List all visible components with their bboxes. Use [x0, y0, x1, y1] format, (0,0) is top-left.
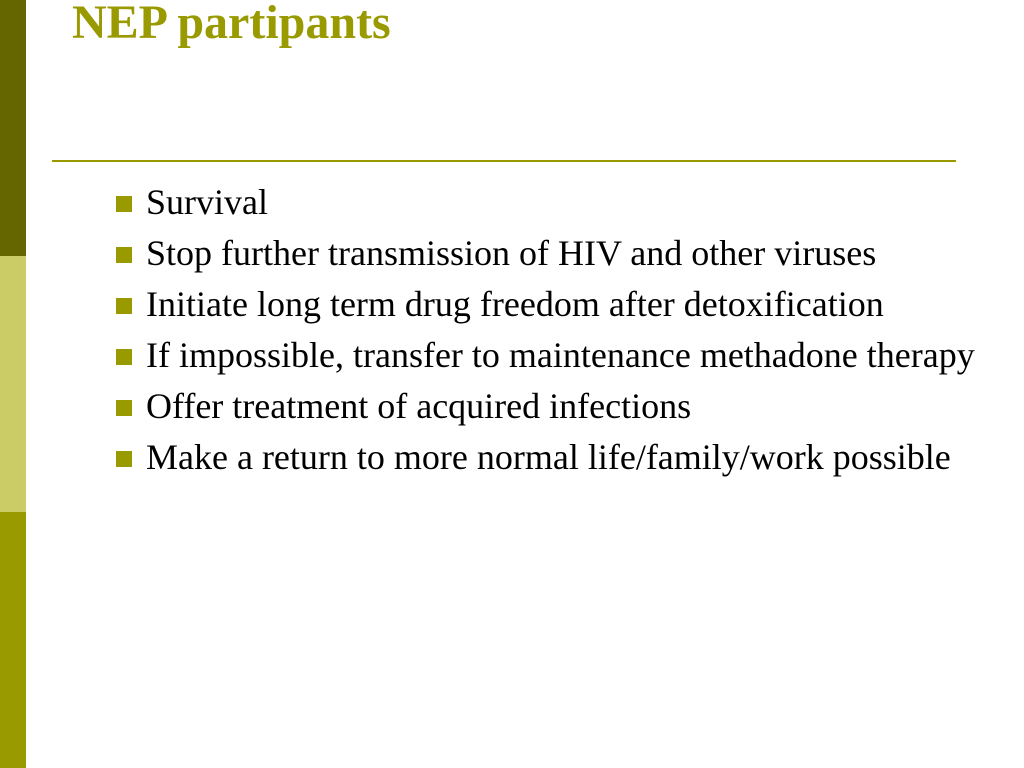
list-item [116, 181, 1006, 224]
slide-title: NEP partipants [72, 0, 391, 49]
list-item-text: Make a return to more normal life/family/work possible [146, 437, 951, 477]
sidebar-band-dark [0, 0, 26, 256]
square-bullet-icon [116, 298, 132, 314]
list-item [116, 385, 1006, 428]
square-bullet-icon [116, 349, 132, 365]
list-item-text: Initiate long term drug freedom after detoxification [146, 284, 884, 324]
square-bullet-icon [116, 400, 132, 416]
list-item [116, 436, 1006, 479]
square-bullet-icon [116, 247, 132, 263]
square-bullet-icon [116, 196, 132, 212]
bullet-list [116, 181, 1006, 487]
list-item-text: Stop further transmission of HIV and other viruses [146, 233, 877, 273]
list-item [116, 232, 1006, 275]
list-item [116, 334, 1006, 377]
list-item-text: Offer treatment of acquired infections [146, 386, 692, 426]
title-divider [52, 160, 956, 162]
sidebar-band-light [0, 256, 26, 512]
list-item [116, 283, 1006, 326]
list-item-text: Survival [146, 182, 268, 222]
sidebar-band-olive [0, 512, 26, 768]
square-bullet-icon [116, 451, 132, 467]
list-item-text: If impossible, transfer to maintenance methadone therapy [146, 335, 975, 375]
